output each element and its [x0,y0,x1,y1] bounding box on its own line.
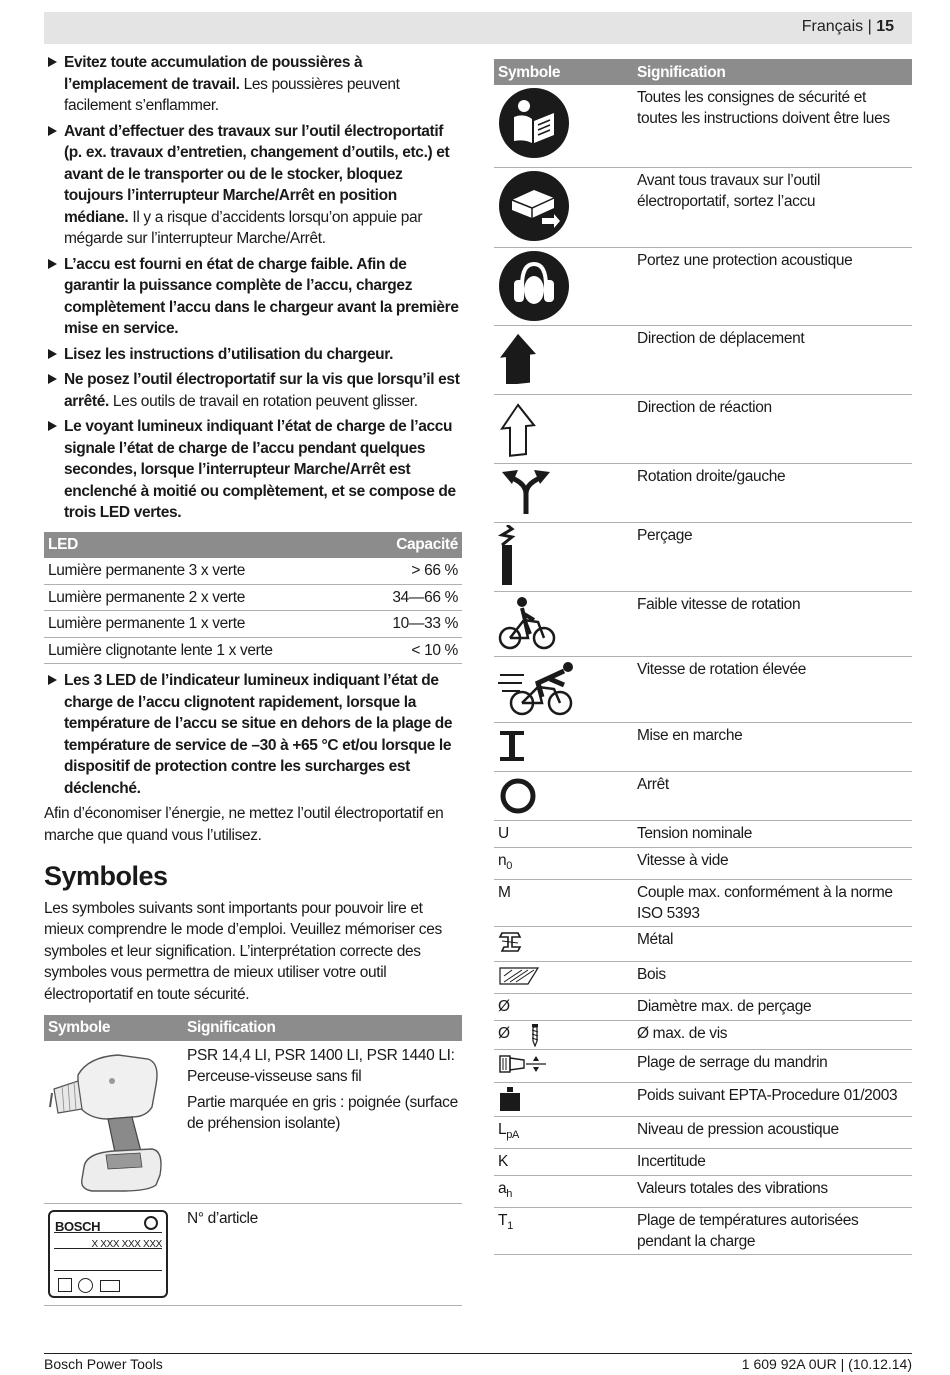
metal-icon [498,929,524,955]
type-plate-icon [48,1210,168,1298]
table-row [494,926,912,961]
label-number: X XXX XXX XXX [91,1238,162,1250]
led-capacity: 34—66 % [362,584,462,611]
wood-icon [498,964,540,986]
read-manual-icon [498,87,570,159]
drill-illustration-icon [48,1045,178,1197]
symbol-letter: a [498,1179,507,1197]
page-number: 15 [876,18,894,35]
symbol-letter: U [498,824,509,842]
label-brand: BOSCH [55,1218,101,1234]
table-row [494,993,912,1020]
symbol-header: Symbole [44,1015,183,1041]
symbol-meaning: Vitesse à vide [633,847,912,879]
led-capacity: > 66 % [362,558,462,585]
table-row [494,1082,912,1116]
bullet-normal: Il y a risque d’accidents lorsqu’on appuie par mégarde sur l’interrupteur Marche/Arrêt. [64,208,423,247]
product-table-header [44,1015,462,1041]
led-state: Lumière clignotante lente 1 x verte [44,637,362,664]
label-circle-icon [78,1278,93,1293]
energy-paragraph: Afin d’économiser l’énergie, ne mettez l’outil électroportatif en marche que quand vous l’utilisez. [44,805,444,844]
symbol-meaning: Diamètre max. de perçage [633,993,912,1020]
led-state: Lumière permanente 1 x verte [44,611,362,638]
drilling-icon [498,525,518,587]
fast-bike-icon [498,659,578,717]
symbol-meaning: Plage de serrage du mandrin [633,1049,912,1082]
table-row [494,522,912,591]
label-square-icon [58,1278,72,1292]
symbol-meaning: Direction de déplacement [633,325,912,394]
table-row [494,820,912,847]
table-row [494,879,912,926]
off-symbol-icon [498,774,538,814]
bullet-switch-lock [44,121,462,250]
symbol-letter: L [498,1120,507,1138]
symbol-meaning: Tension nominale [633,820,912,847]
screw-diameter-symbol: Ø [498,1024,510,1042]
bullet-bold: Avant d’effectuer des travaux sur l’outil électroportatif (p. ex. travaux d’entretien, changement d’outils, etc.) et avant de le transporter ou de le stocker, bloquez toujours l’interrupteur Marche/Arrêt en position médiane. [64,122,450,226]
led-capacity: 10—33 % [362,611,462,638]
symbol-meaning: Direction de réaction [633,394,912,463]
weight-icon [498,1085,522,1113]
table-row [494,1175,912,1207]
symbol-letter: T [498,1211,508,1229]
drill-description-cell [183,1041,462,1203]
meaning-header: Signification [183,1015,462,1041]
table-row [494,1020,912,1049]
reaction-arrow-icon [498,397,538,457]
bullet-normal: Les poussières peuvent facilement s’enflammer. [64,75,400,114]
symbol-meaning: Bois [633,961,912,993]
footer-divider [44,1353,912,1354]
bullet-bold: Le voyant lumineux indiquant l’état de charge de l’accu signale l’état de charge de l’accu pendant quelques secondes, lorsque l’interrupteur Marche/Arrêt est enclenché à moitié ou complètement, et se compose de trois LED vertes. [64,418,456,521]
header-language: Français [801,18,864,35]
symbol-meaning: Niveau de pression acoustique [633,1116,912,1148]
table-row [494,656,912,722]
article-number-text: N° d’article [187,1209,258,1227]
table-row [494,1116,912,1148]
symbol-subscript: 1 [507,1219,513,1232]
bullet-charger-instructions [44,344,462,366]
table-row [494,771,912,820]
page-header [44,12,912,44]
led-header: LED [44,532,362,558]
symbol-meaning: Poids suivant EPTA-Procedure 01/2003 [633,1082,912,1116]
led-state: Lumière permanente 2 x verte [44,584,362,611]
bullet-bold: Ne posez l’outil électroportatif sur la vis que lorsqu’il est arrêté. [64,371,460,410]
slow-bike-icon [498,594,558,652]
symbol-subscript: 0 [506,859,513,872]
symbol-letter: n [498,851,507,869]
symbol-letter: K [498,1152,508,1170]
table-row [494,167,912,247]
table-row [44,584,462,611]
product-symbols-table [44,1015,462,1306]
table-row [44,1041,462,1203]
footer-doc-number: 1 609 92A 0UR | (10.12.14) [741,1356,912,1372]
symbol-meaning: Métal [633,926,912,961]
section-title-symbols: Symboles [44,861,168,891]
bullet-battery-charge [44,254,462,340]
label-logo-icon [144,1216,158,1230]
led-capacity-table [44,532,462,665]
symbol-meaning: Valeurs totales des vibrations [633,1175,912,1207]
label-image-cell [44,1203,183,1305]
drill-image-cell [44,1041,183,1203]
table-row [494,1049,912,1082]
bullet-screw-stopped [44,369,462,412]
diameter-symbol: Ø [498,997,510,1015]
drill-model-text: PSR 14,4 LI, PSR 1400 LI, PSR 1440 LI: Perceuse-visseuse sans fil [187,1047,455,1085]
bullet-led-indicator [44,416,462,524]
article-number-cell [183,1203,462,1305]
screw-icon [528,1023,542,1047]
symbol-meaning: Ø max. de vis [633,1020,912,1049]
table-row [44,1203,462,1305]
chuck-range-icon [498,1052,548,1076]
symbol-meaning: Arrêt [633,771,912,820]
drill-handle-text: Partie marquée en gris : poignée (surface de préhension isolante) [187,1094,458,1132]
table-row [494,591,912,656]
label-rect-icon [100,1280,120,1292]
table-row [494,1148,912,1175]
led-table-header [44,532,462,558]
on-symbol-icon [498,725,526,765]
bullet-bold: Lisez les instructions d’utilisation du chargeur. [64,345,394,363]
right-column [494,59,912,1255]
symbol-subscript: h [506,1187,513,1200]
bullet-bold: L’accu est fourni en état de charge faible. Afin de garantir la puissance complète de l’accu, chargez complètement l’accu dans le chargeur avant la première mise en service. [64,255,459,337]
header-text [802,18,894,36]
bullet-bold: Evitez toute accumulation de poussières à l’emplacement de travail. [64,54,363,93]
symbol-subscript: pA [506,1128,520,1141]
bullet-dust [44,52,462,117]
symbol-header: Symbole [494,59,633,85]
footer-brand: Bosch Power Tools [44,1356,163,1372]
symbol-meaning: Mise en marche [633,722,912,771]
symbols-table [494,59,912,1255]
symbol-meaning: Plage de températures autorisées pendant la charge [633,1207,912,1254]
table-row [494,722,912,771]
ear-protection-icon [498,250,570,322]
symbol-meaning: Perçage [633,522,912,591]
symbol-meaning: Incertitude [633,1148,912,1175]
symbol-meaning: Avant tous travaux sur l’outil électroportatif, sortez l’accu [633,167,912,247]
bullet-led-blink [44,670,462,799]
meaning-header: Signification [633,59,912,85]
symbol-meaning: Vitesse de rotation élevée [633,656,912,722]
table-row [494,85,912,167]
table-row [44,637,462,664]
table-row [494,394,912,463]
table-row [44,611,462,638]
bullet-normal: Les outils de travail en rotation peuvent glisser. [108,392,418,410]
led-state: Lumière permanente 3 x verte [44,558,362,585]
table-row [494,463,912,522]
symbol-meaning: Rotation droite/gauche [633,463,912,522]
remove-battery-icon [498,170,570,242]
symbol-meaning: Couple max. conformément à la norme ISO 5393 [633,879,912,926]
symbols-intro: Les symboles suivants sont importants pour pouvoir lire et mieux comprendre le mode d’emploi. Veuillez mémoriser ces symboles et leur signification. L’interprétation correcte des symboles vous permettra de mieux utiliser votre outil électroportatif en toute sécurité. [44,899,442,1003]
movement-arrow-icon [498,328,538,384]
led-capacity: < 10 % [362,637,462,664]
symbol-meaning: Portez une protection acoustique [633,247,912,325]
symbol-meaning: Toutes les consignes de sécurité et toutes les instructions doivent être lues [633,85,912,167]
capacity-header: Capacité [362,532,462,558]
table-row [494,325,912,394]
symbol-meaning: Faible vitesse de rotation [633,591,912,656]
header-separator: | [867,18,872,35]
table-row [44,558,462,585]
symbol-letter: M [498,883,511,901]
table-row [494,847,912,879]
left-column [44,52,462,1306]
rotation-fork-icon [498,466,554,516]
table-row [494,961,912,993]
table-row [494,1207,912,1254]
symbols-table-header [494,59,912,85]
table-row [494,247,912,325]
bullet-bold: Les 3 LED de l’indicateur lumineux indiquant l’état de charge de l’accu clignotent rapidement, lorsque la température de l’accu se situe en dehors de la plage de température de service de –30 à +65 °C et/ou lorsque le dispositif de protection contre les surcharges est déclenché. [64,672,453,797]
